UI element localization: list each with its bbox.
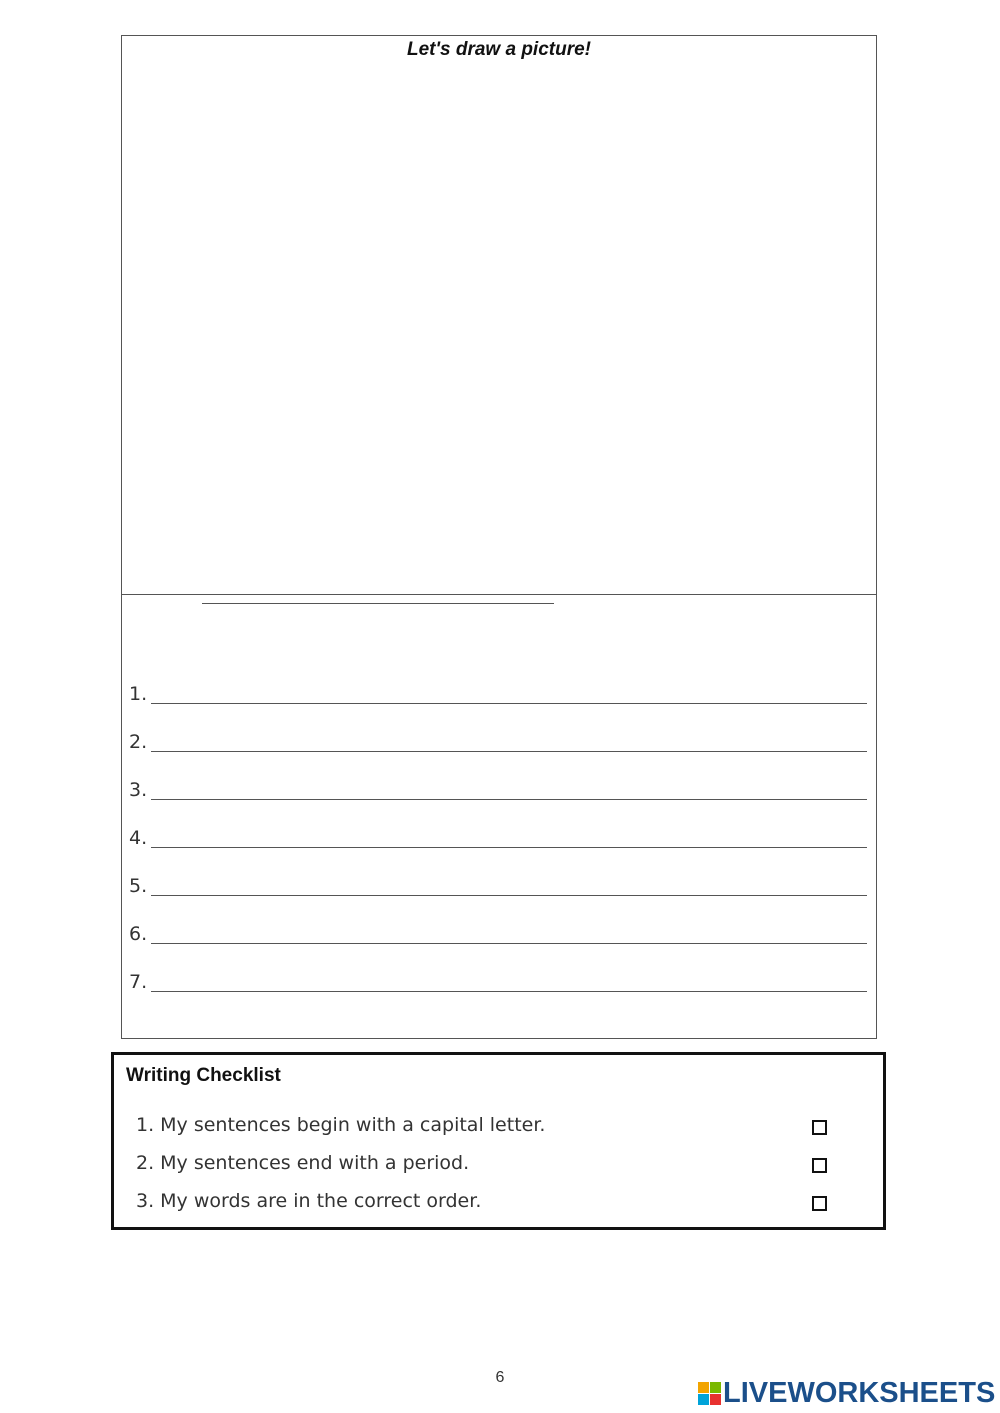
writing-line-1[interactable] bbox=[129, 679, 867, 705]
drawing-area[interactable] bbox=[122, 36, 876, 595]
writing-line-6[interactable] bbox=[129, 919, 867, 945]
writing-checklist bbox=[111, 1052, 886, 1230]
line-number: 1. bbox=[129, 683, 148, 705]
line-number: 4. bbox=[129, 827, 148, 849]
logo-square bbox=[710, 1394, 721, 1405]
answer-rule[interactable] bbox=[151, 777, 867, 800]
checkbox[interactable] bbox=[812, 1120, 827, 1135]
writing-line-3[interactable] bbox=[129, 775, 867, 801]
writing-line-7[interactable] bbox=[129, 967, 867, 993]
drawing-title: Let's draw a picture! bbox=[406, 39, 591, 60]
brand-name: LIVEWORKSHEETS bbox=[723, 1376, 996, 1409]
answer-rule[interactable] bbox=[151, 729, 867, 752]
line-number: 7. bbox=[129, 971, 148, 993]
checklist-title: Writing Checklist bbox=[126, 1065, 281, 1086]
checklist-item bbox=[136, 1190, 836, 1220]
checkbox[interactable] bbox=[812, 1158, 827, 1173]
line-number: 3. bbox=[129, 779, 148, 801]
logo-square bbox=[698, 1382, 709, 1393]
liveworksheets-logo-icon bbox=[698, 1382, 721, 1405]
story-title-line[interactable] bbox=[202, 603, 554, 604]
page-number: 6 bbox=[495, 1369, 505, 1386]
writing-line-5[interactable] bbox=[129, 871, 867, 897]
answer-rule[interactable] bbox=[151, 825, 867, 848]
checklist-item bbox=[136, 1114, 836, 1144]
line-number: 6. bbox=[129, 923, 148, 945]
answer-rule[interactable] bbox=[151, 969, 867, 992]
writing-line-2[interactable] bbox=[129, 727, 867, 753]
logo-square bbox=[698, 1394, 709, 1405]
checklist-item-text: 1. My sentences begin with a capital letter. bbox=[136, 1114, 546, 1136]
line-number: 2. bbox=[129, 731, 148, 753]
line-number: 5. bbox=[129, 875, 148, 897]
answer-rule[interactable] bbox=[151, 921, 867, 944]
checklist-item bbox=[136, 1152, 836, 1182]
writing-line-4[interactable] bbox=[129, 823, 867, 849]
liveworksheets-brand bbox=[698, 1377, 995, 1409]
answer-rule[interactable] bbox=[151, 681, 867, 704]
answer-rule[interactable] bbox=[151, 873, 867, 896]
checklist-item-text: 2. My sentences end with a period. bbox=[136, 1152, 470, 1174]
checkbox[interactable] bbox=[812, 1196, 827, 1211]
logo-square bbox=[710, 1382, 721, 1393]
checklist-item-text: 3. My words are in the correct order. bbox=[136, 1190, 482, 1212]
